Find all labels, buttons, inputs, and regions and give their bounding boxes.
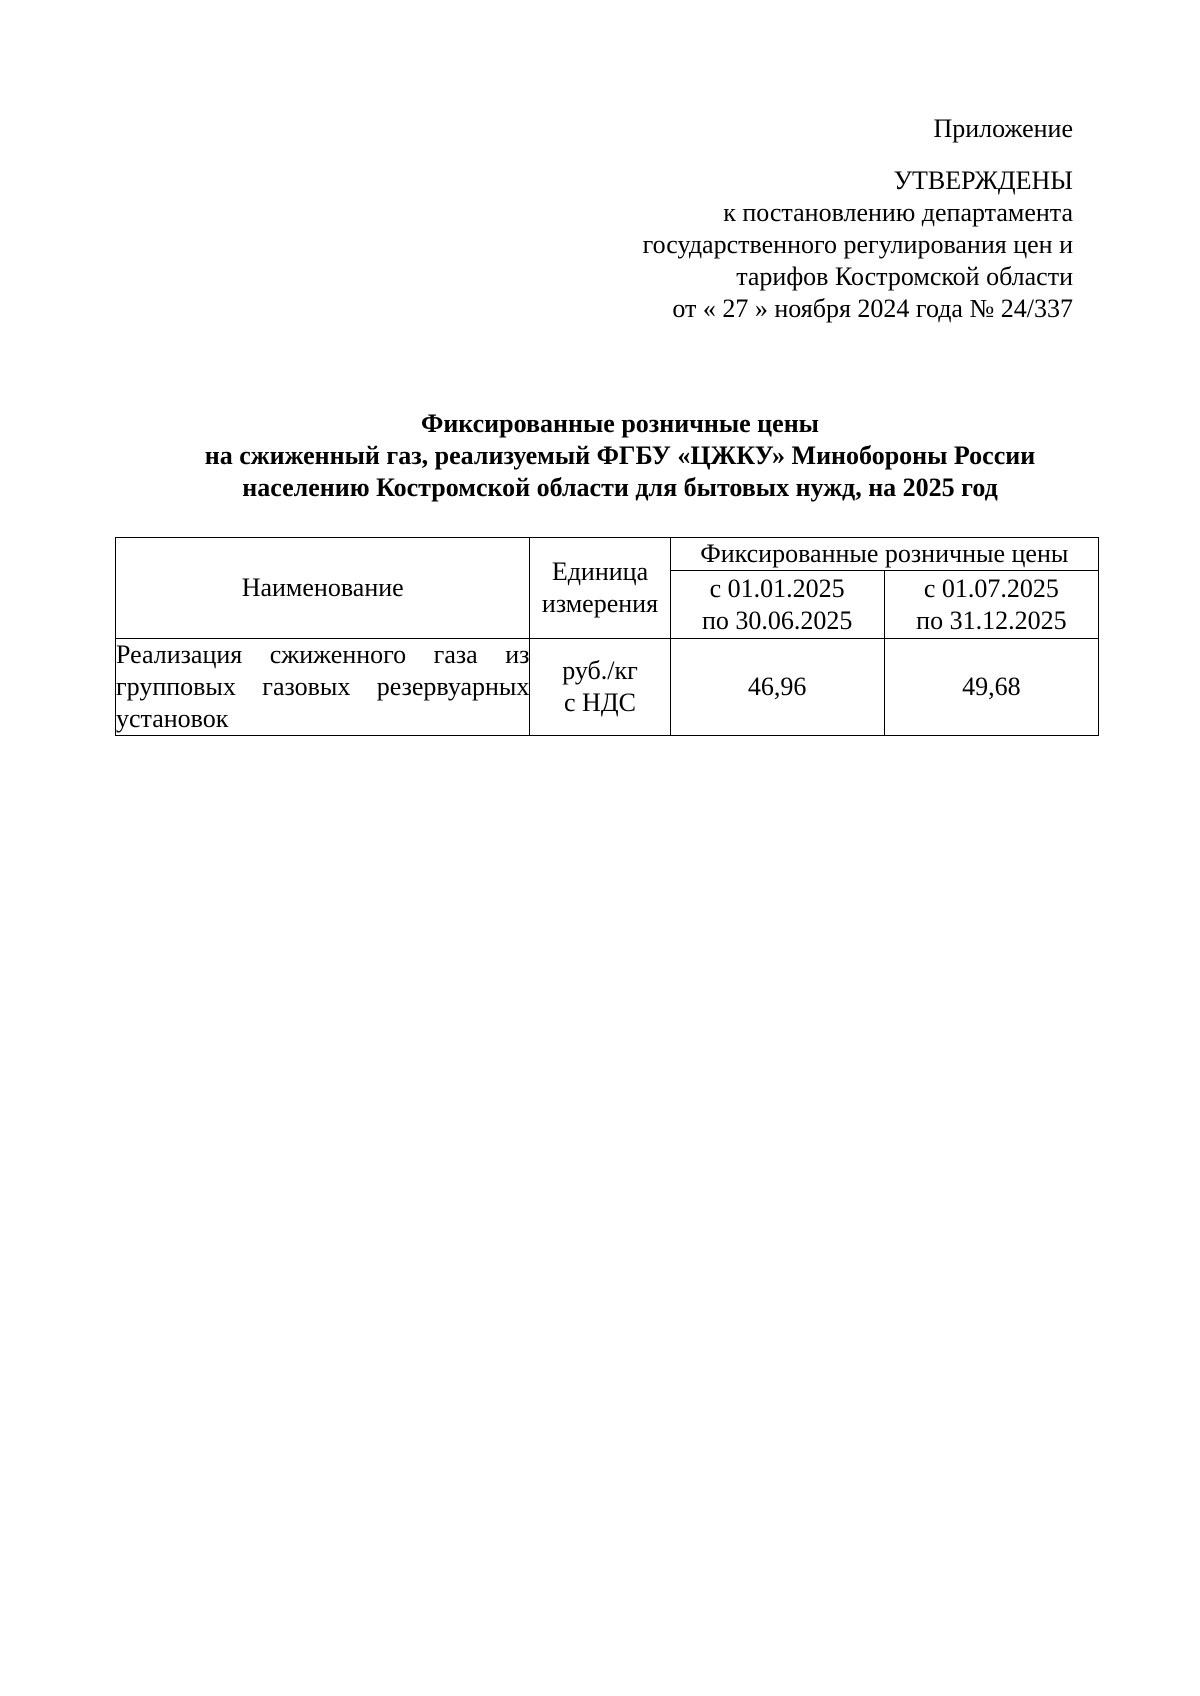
header-period-2 <box>884 571 1098 639</box>
row-unit-line-2: с НДС <box>564 688 636 717</box>
row-price-period-1: 46,96 <box>670 639 884 736</box>
table-header-row <box>116 538 1099 571</box>
header-unit-line-1: Единица <box>551 557 649 586</box>
header-period-1-to: по 30.06.2025 <box>701 605 853 635</box>
approval-decree-reference: от « 27 » ноября 2024 года № 24/337 <box>672 294 1073 323</box>
approval-line-2: государственного регулирования цен и <box>642 230 1073 259</box>
row-price-period-2: 49,68 <box>884 639 1098 736</box>
approval-block <box>553 113 1073 325</box>
approval-line-1: к постановлению департамента <box>723 198 1073 227</box>
header-period-2-from: с 01.07.2025 <box>923 573 1059 603</box>
row-name: Реализация сжиженного газа из групповых газовых резервуарных установок <box>116 639 530 736</box>
approval-line-3: тарифов Костромской области <box>736 262 1073 291</box>
title-line-2: на сжиженный газ, реализуемый ФГБУ «ЦЖКУ» Минобороны России <box>204 441 1036 470</box>
header-period-1-from: с 01.01.2025 <box>709 573 845 603</box>
row-unit-line-1: руб./кг <box>562 656 638 685</box>
document-title <box>100 408 1140 504</box>
header-unit <box>530 538 670 639</box>
header-name: Наименование <box>116 538 530 639</box>
header-fixed-prices: Фиксированные розничные цены <box>670 538 1098 571</box>
header-period-1 <box>670 571 884 639</box>
attachment-label: Приложение <box>933 114 1073 143</box>
title-line-1: Фиксированные розничные цены <box>421 409 819 438</box>
row-unit <box>530 639 670 736</box>
table-row <box>116 639 1099 736</box>
title-line-3: населению Костромской области для бытовых нужд, на 2025 год <box>242 473 998 502</box>
header-period-2-to: по 31.12.2025 <box>916 605 1067 635</box>
price-table <box>115 537 1099 736</box>
header-unit-line-2: измерения <box>541 589 659 618</box>
approved-label: УТВЕРЖДЕНЫ <box>893 166 1073 195</box>
